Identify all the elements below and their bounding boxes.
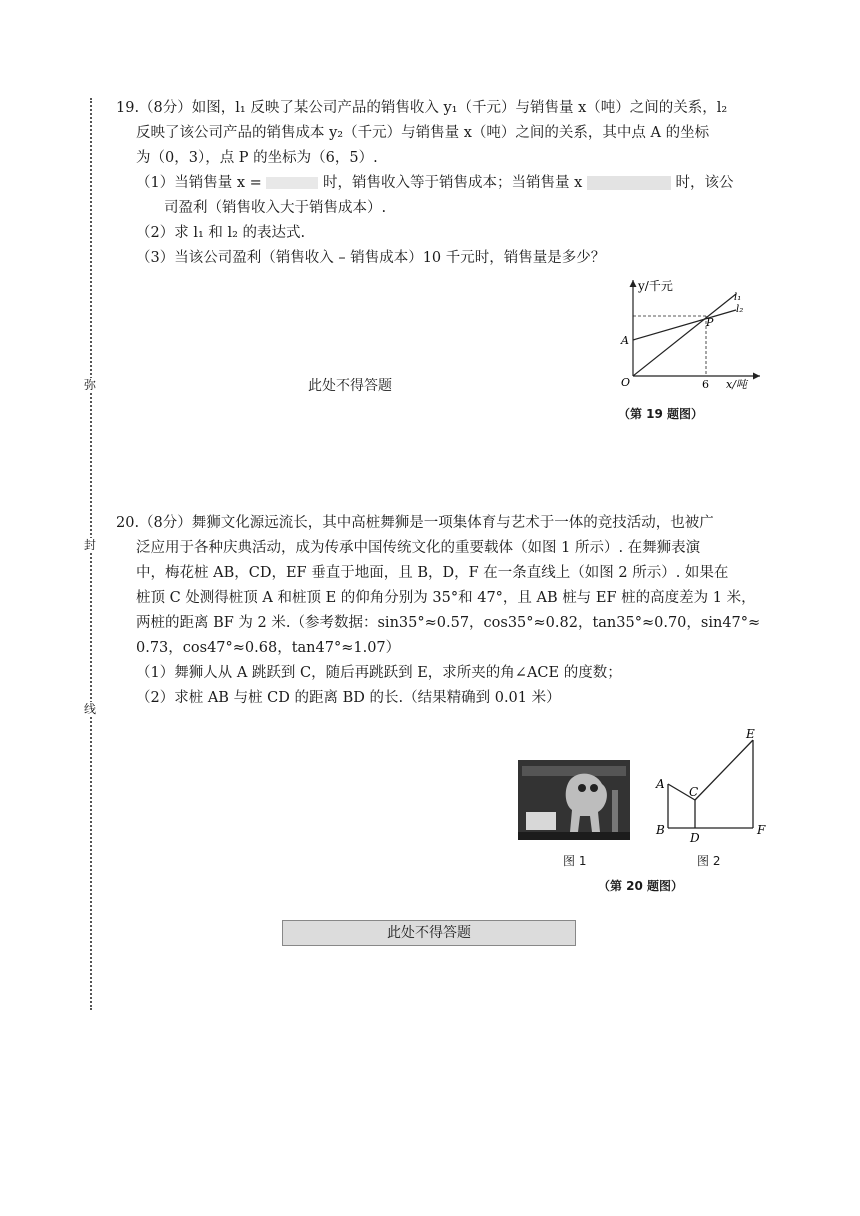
no-answer-box-20: 此处不得答题 [282, 920, 576, 946]
segment-ce [695, 740, 753, 800]
q19-line1: 19.（8分）如图，l₁ 反映了某公司产品的销售收入 y₁（千元）与销售量 x（吨）之间的关系，l₂ [116, 100, 728, 116]
q20-figure-caption: （第 20 题图） [598, 879, 684, 893]
label-e: E [746, 728, 755, 741]
q19-graph [600, 270, 770, 395]
graph-xlabel: x/吨 [726, 378, 747, 391]
label-a: A [656, 777, 665, 791]
q19-figure-caption: （第 19 题图） [618, 407, 704, 421]
q19-part1-c: 时，该公 [675, 175, 734, 191]
q20-line4: 桩顶 C 处测得桩顶 A 和桩顶 E 的仰角分别为 35°和 47°，且 AB 桩与 EF 桩的高度差为 1 米， [136, 590, 756, 606]
lion-dance-photo [518, 760, 630, 840]
q19-part1-a: （1）当销售量 x = [136, 175, 262, 191]
q20-line6: 0.73，cos47°≈0.68，tan47°≈1.07） [136, 640, 401, 656]
q20-part1: （1）舞狮人从 A 跳跃到 C，随后再跳跃到 E，求所夹的角∠ACE 的度数； [136, 665, 622, 681]
label-b: B [656, 823, 665, 837]
q19-part1 [116, 171, 776, 196]
figure-2-label: 图 2 [697, 854, 721, 868]
no-answer-label-19: 此处不得答题 [308, 378, 392, 394]
label-f: F [757, 823, 766, 837]
q20-line1: 20.（8分）舞狮文化源远流长，其中高桩舞狮是一项集体育与艺术于一体的竞技活动，也被广 [116, 515, 714, 531]
q20-line2: 泛应用于各种庆典活动，成为传承中国传统文化的重要载体（如图 1 所示）. 在舞狮表演 [136, 540, 701, 556]
graph-point-p: P [706, 316, 714, 329]
graph-label-l2: l₂ [736, 304, 744, 315]
graph-tick-6: 6 [702, 378, 709, 391]
answer-blank-2[interactable] [587, 176, 671, 190]
graph-ylabel: y/千元 [638, 279, 673, 293]
q20-line3: 中，梅花桩 AB，CD，EF 垂直于地面，且 B，D，F 在一条直线上（如图 2 所示）. 如果在 [136, 565, 729, 581]
lion-dance-photo-art [518, 760, 630, 840]
seal-char-feng: 封 [84, 538, 97, 552]
figure-1-label: 图 1 [563, 854, 587, 868]
label-c: C [689, 785, 699, 799]
q19-part2: （2）求 l₁ 和 l₂ 的表达式. [136, 225, 306, 241]
q19-part1-b: 时，销售收入等于销售成本；当销售量 x [323, 175, 583, 191]
graph-origin: O [621, 376, 631, 389]
label-d: D [690, 831, 700, 845]
q19-part3: （3）当该公司盈利（销售收入 – 销售成本）10 千元时，销售量是多少？ [136, 250, 606, 266]
q19-line3: 为（0，3），点 P 的坐标为（6，5）. [136, 150, 378, 166]
graph-point-a: A [621, 334, 629, 347]
seal-char-mi: 弥 [84, 378, 97, 392]
q19-line2: 反映了该公司产品的销售成本 y₂（千元）与销售量 x（吨）之间的关系，其中点 A 的坐标 [136, 125, 710, 141]
seal-char-xian: 线 [84, 702, 97, 716]
q19-part1-cont: 司盈利（销售收入大于销售成本）. [164, 200, 387, 216]
question-19 [116, 96, 776, 271]
q20-line5: 两桩的距离 BF 为 2 米.（参考数据：sin35°≈0.57，cos35°≈0.82，tan35°≈0.70，sin47°≈ [136, 615, 761, 631]
binding-dotted-line [90, 98, 92, 1010]
q20-part2: （2）求桩 AB 与桩 CD 的距离 BD 的长.（结果精确到 0.01 米） [136, 690, 561, 706]
question-20 [116, 511, 776, 711]
q20-diagram [648, 728, 774, 848]
graph-label-l1: l₁ [734, 292, 742, 303]
answer-blank-1[interactable] [266, 177, 318, 189]
